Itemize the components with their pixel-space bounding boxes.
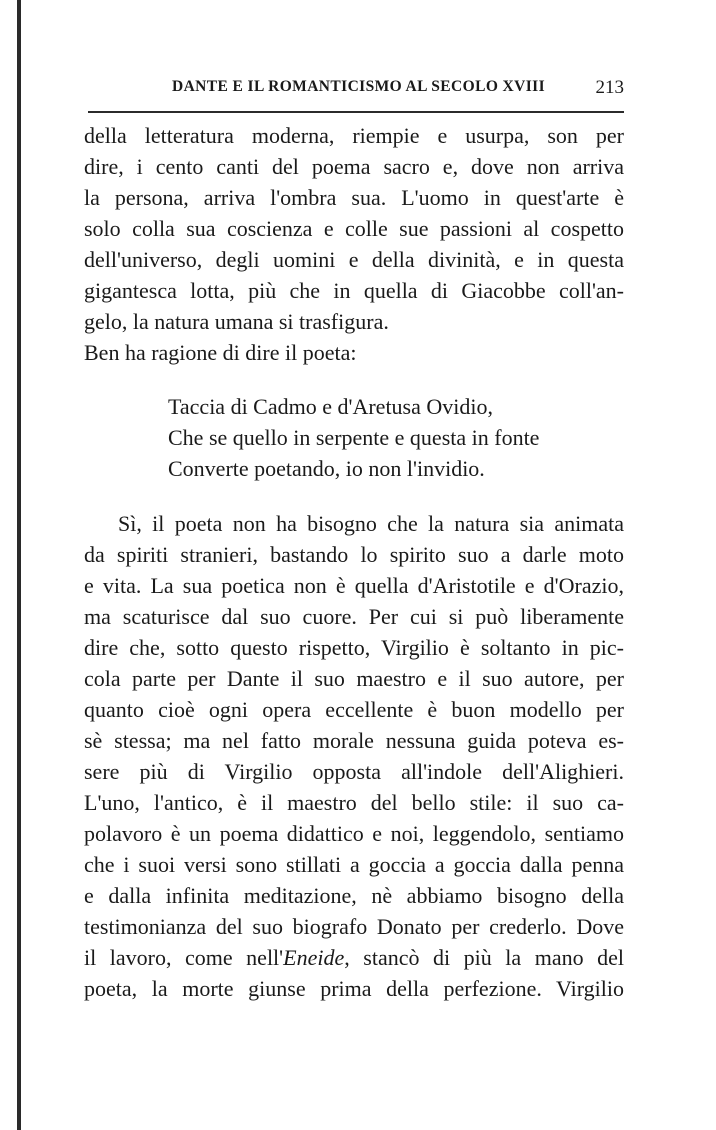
page-number: 213 <box>595 77 624 98</box>
italic-title: Eneide <box>283 945 345 970</box>
text-line: la persona, arriva l'ombra sua. L'uomo in quest'arte è <box>84 185 624 210</box>
text-line: e vita. La sua poetica non è quella d'Aristotile e d'Orazio, <box>84 573 624 598</box>
text-line: solo colla sua coscienza e colle sue passioni al cospetto <box>84 216 624 241</box>
verse-line: Converte poetando, io non l'invidio. <box>168 456 485 481</box>
text-line: dell'universo, degli uomini e della divinità, e in questa <box>84 247 624 272</box>
book-page <box>84 0 624 1130</box>
text-line: da spiriti stranieri, bastando lo spirito suo a darle moto <box>84 542 624 567</box>
text-line: ma scaturisce dal suo cuore. Per cui si può liberamente <box>84 604 624 629</box>
header-rule <box>88 111 624 113</box>
text-line: sere più di Virgilio opposta all'indole dell'Alighieri. <box>84 759 624 784</box>
text-line: che i suoi versi sono stillati a goccia a goccia dalla penna <box>84 852 624 877</box>
text-line: poeta, la morte giunse prima della perfezione. Virgilio <box>84 976 624 1001</box>
text-line: Ben ha ragione di dire il poeta: <box>84 340 357 365</box>
text-line: e dalla infinita meditazione, nè abbiamo bisogno della <box>84 883 624 908</box>
scan-binding-edge <box>17 0 21 1130</box>
text-line: della letteratura moderna, riempie e usurpa, son per <box>84 123 624 148</box>
text-line: L'uno, l'antico, è il maestro del bello stile: il suo ca- <box>84 790 624 815</box>
text-line: quanto cioè ogni opera eccellente è buon modello per <box>84 697 624 722</box>
text-line: gelo, la natura umana si trasfigura. <box>84 309 389 334</box>
text-segment: , stancò di più la mano del <box>344 945 625 970</box>
text-line <box>84 945 624 971</box>
text-segment: il lavoro, come nell' <box>84 945 284 970</box>
running-head <box>84 78 624 104</box>
text-line: cola parte per Dante il suo maestro e il suo autore, per <box>84 666 624 691</box>
running-title: DANTE E IL ROMANTICISMO AL SECOLO XVIII <box>172 78 546 95</box>
verse-line: Che se quello in serpente e questa in fonte <box>168 425 540 450</box>
text-line: Sì, il poeta non ha bisogno che la natura sia animata <box>118 511 624 536</box>
verse-line: Taccia di Cadmo e d'Aretusa Ovidio, <box>168 394 493 419</box>
text-line: polavoro è un poema didattico e noi, leggendolo, sentiamo <box>84 821 624 846</box>
text-line: gigantesca lotta, più che in quella di Giacobbe coll'an- <box>84 278 624 303</box>
text-line: testimonianza del suo biografo Donato per crederlo. Dove <box>84 914 624 939</box>
text-line: dire, i cento canti del poema sacro e, dove non arriva <box>84 154 624 179</box>
text-line: sè stessa; ma nel fatto morale nessuna guida poteva es- <box>84 728 624 753</box>
text-line: dire che, sotto questo rispetto, Virgilio è soltanto in pic- <box>84 635 624 660</box>
